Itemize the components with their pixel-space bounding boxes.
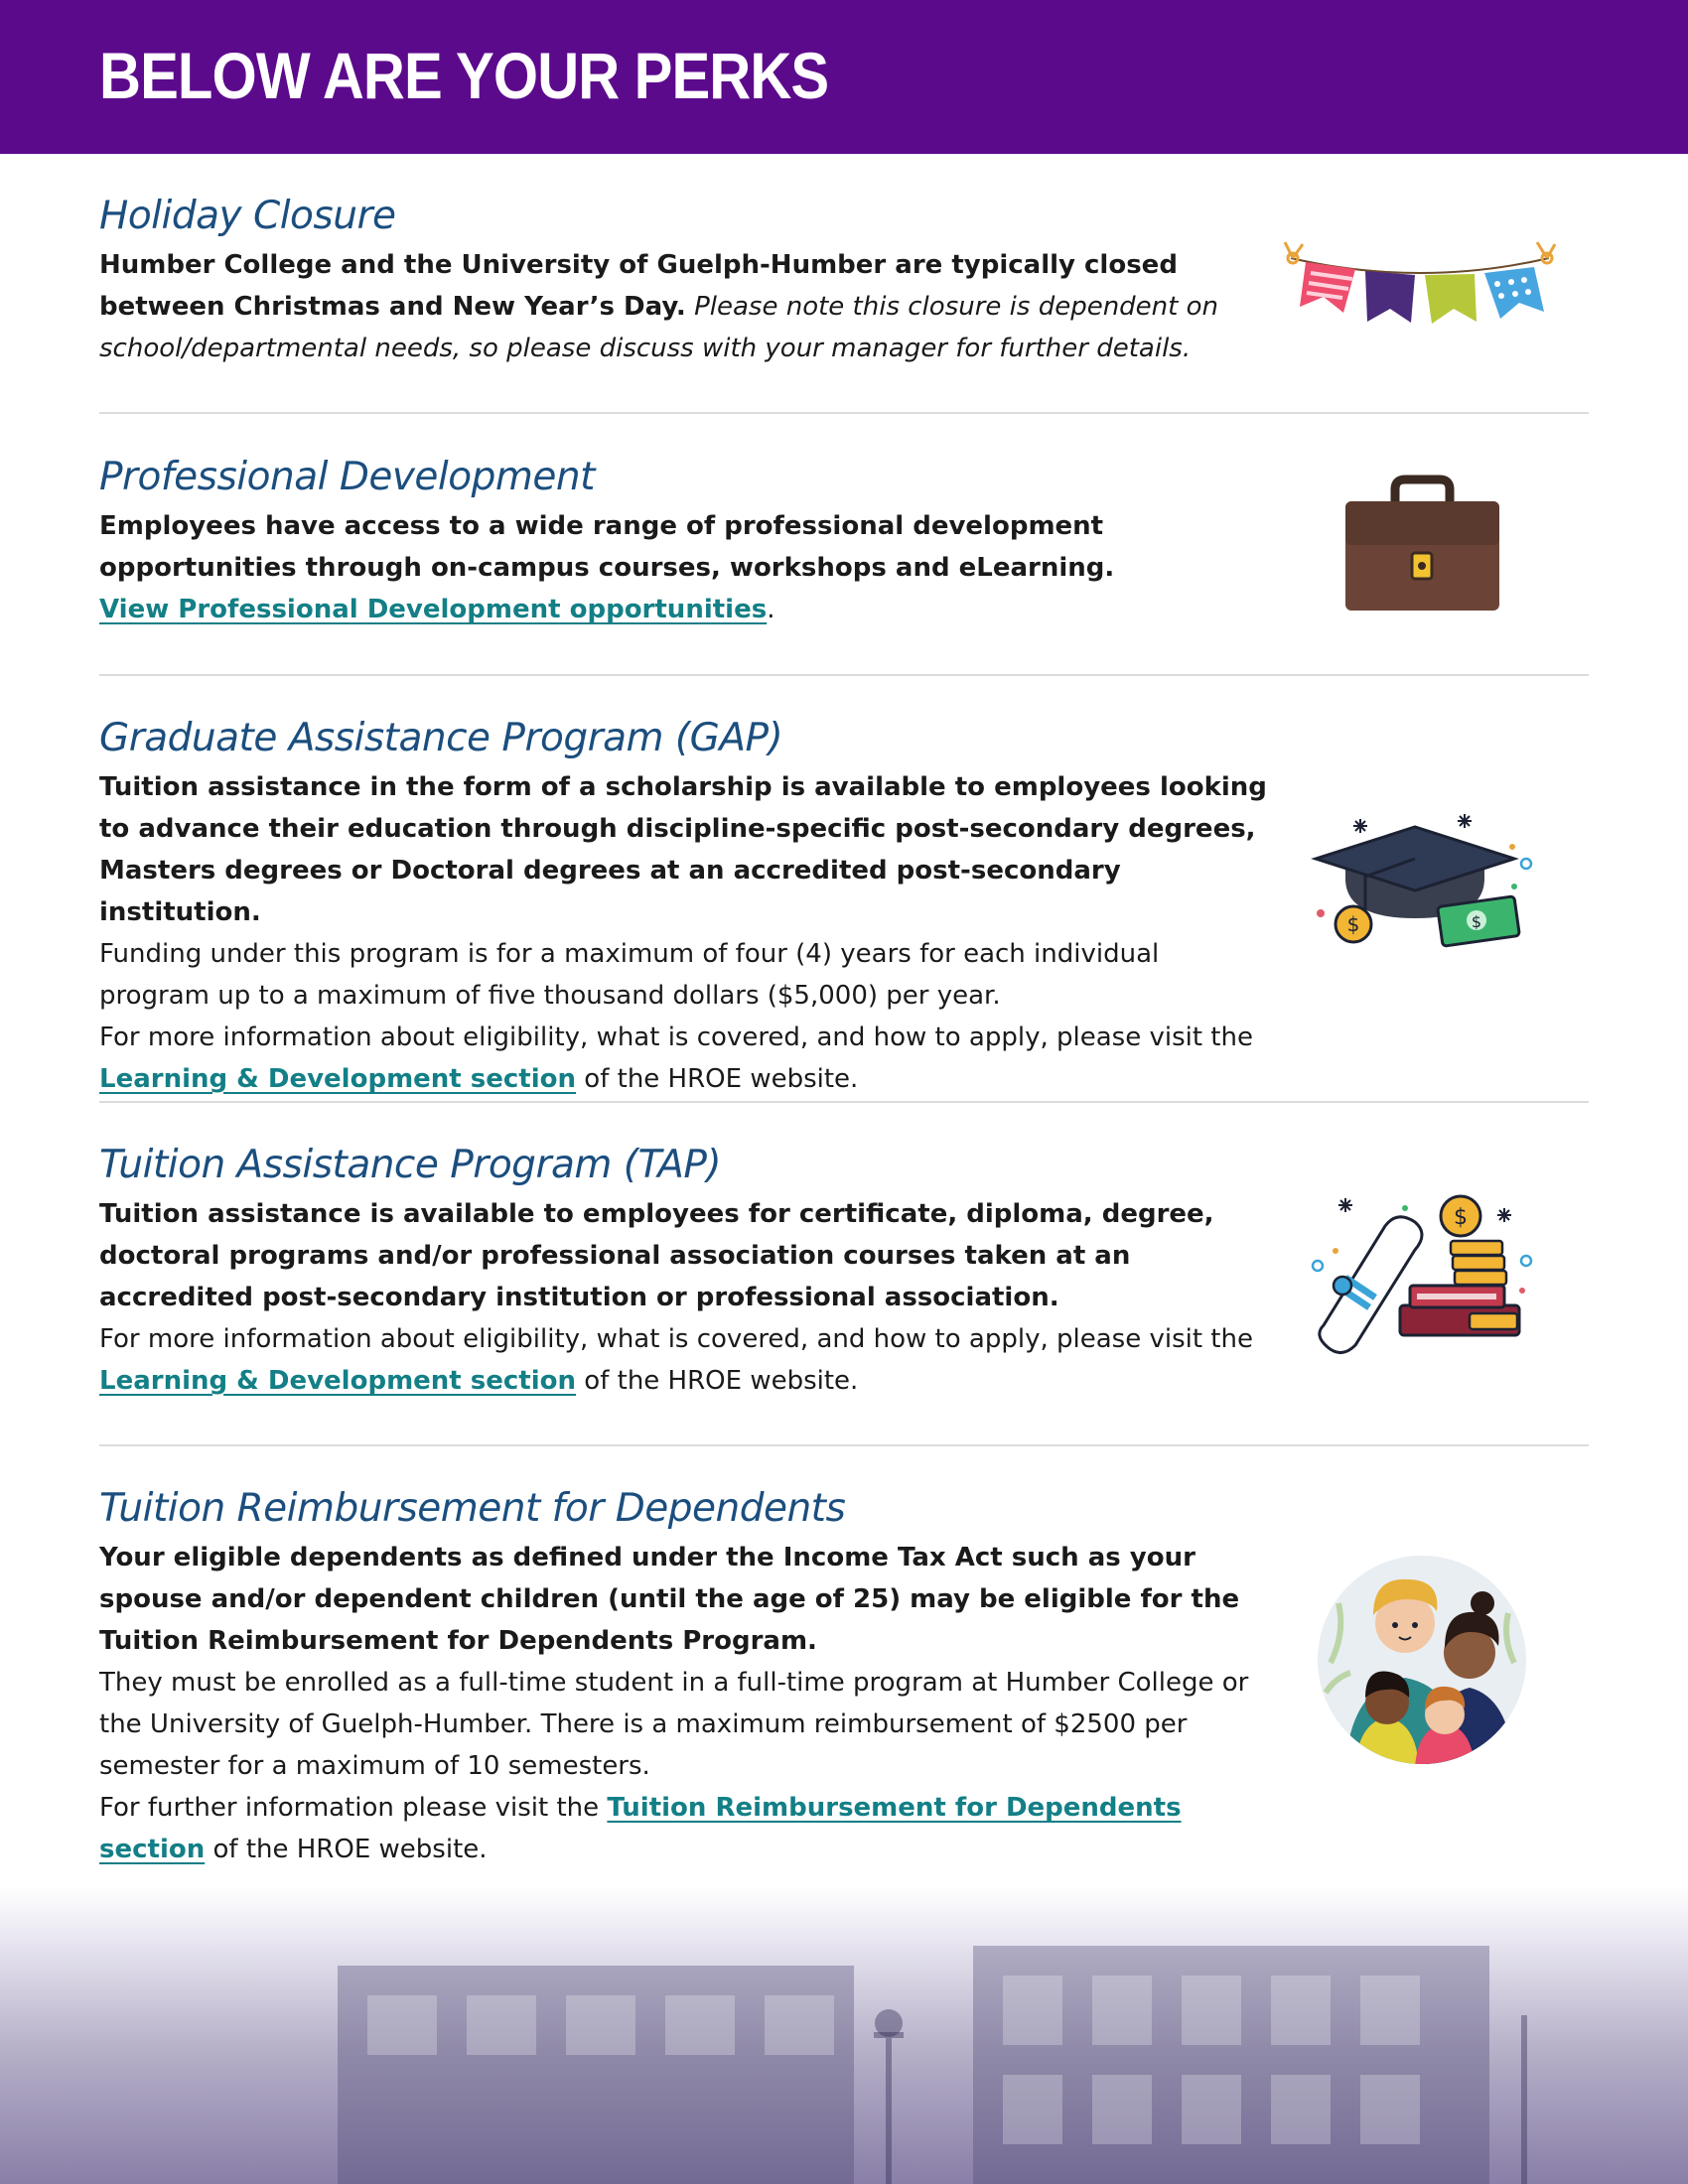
diploma-coins-books-icon (1306, 1186, 1539, 1360)
page-title: BELOW ARE YOUR PERKS (99, 39, 829, 112)
learning-development-link[interactable]: Learning & Development section (99, 1366, 577, 1396)
section-body: Your eligible dependents as defined under the Income Tax Act such as your spouse and/or dependent children (until the age of 25) may be eligible for the Tuition Reimbursement for Dependents Program. They must be enrolled as a full-time student in a full-time program at Humber College or the University of Guelph-Humber. There is a maximum reimbursement of $2500 per semester for a maximum of 10 semesters. For further information please visit the Tuition Reimbursement for Dependents section of the HROE website. (99, 1543, 1249, 1864)
divider (99, 412, 1589, 414)
divider (99, 674, 1589, 676)
section-title: Professional Development (99, 455, 595, 499)
svg-text:$: $ (1346, 912, 1360, 936)
professional-development-link[interactable]: View Professional Development opportunities (99, 595, 768, 624)
bunting-flags-icon (1281, 228, 1559, 338)
building-backdrop (0, 1886, 1688, 2184)
family-icon (1316, 1554, 1529, 1767)
section-title: Tuition Reimbursement for Dependents (99, 1486, 846, 1531)
learning-development-link[interactable]: Learning & Development section (99, 1064, 577, 1094)
divider (99, 1101, 1589, 1103)
section-body: Humber College and the University of Guelph-Humber are typically closed between Christmas and New Year’s Day. Please note this closure is dependent on school/departmental needs, so please discuss with your manager for further details. (99, 250, 1218, 363)
briefcase-icon (1340, 472, 1504, 615)
building-image (0, 1886, 1688, 2184)
divider (99, 1444, 1589, 1446)
tuition-reimbursement-link[interactable]: Tuition Reimbursement for Dependents section (99, 1793, 1182, 1864)
section-body: Tuition assistance is available to employees for certificate, diploma, degree, doctoral programs and/or professional association courses taken at an accredited post-secondary institution or professional association. For more information about eligibility, what is covered, and how to apply, please visit the Learning & Development section of the HROE website. (99, 1199, 1253, 1396)
section-title: Holiday Closure (99, 194, 396, 238)
page-header (0, 0, 1688, 154)
svg-text:$: $ (1454, 1205, 1468, 1230)
section-body: Employees have access to a wide range of professional development opportunities through on-campus courses, workshops and eLearning. View Professional Development opportunities. (99, 511, 1115, 624)
section-title: Graduate Assistance Program (GAP) (99, 716, 783, 760)
section-title: Tuition Assistance Program (TAP) (99, 1143, 722, 1187)
svg-text:$: $ (1471, 912, 1482, 931)
section-body: Tuition assistance in the form of a scholarship is available to employees looking to advance their education through discipline-specific post-secondary degrees, Masters degrees or Doctoral degrees at an accredited post-secondary institution. Funding under this program is for a maximum of four (4) years for each individual program up to a maximum of five thousand dollars ($5,000) per year. For more information about eligibility, what is covered, and how to apply, please visit the Learning & Development section of the HROE website. (99, 772, 1267, 1094)
graduation-cap-money-icon (1306, 809, 1539, 968)
